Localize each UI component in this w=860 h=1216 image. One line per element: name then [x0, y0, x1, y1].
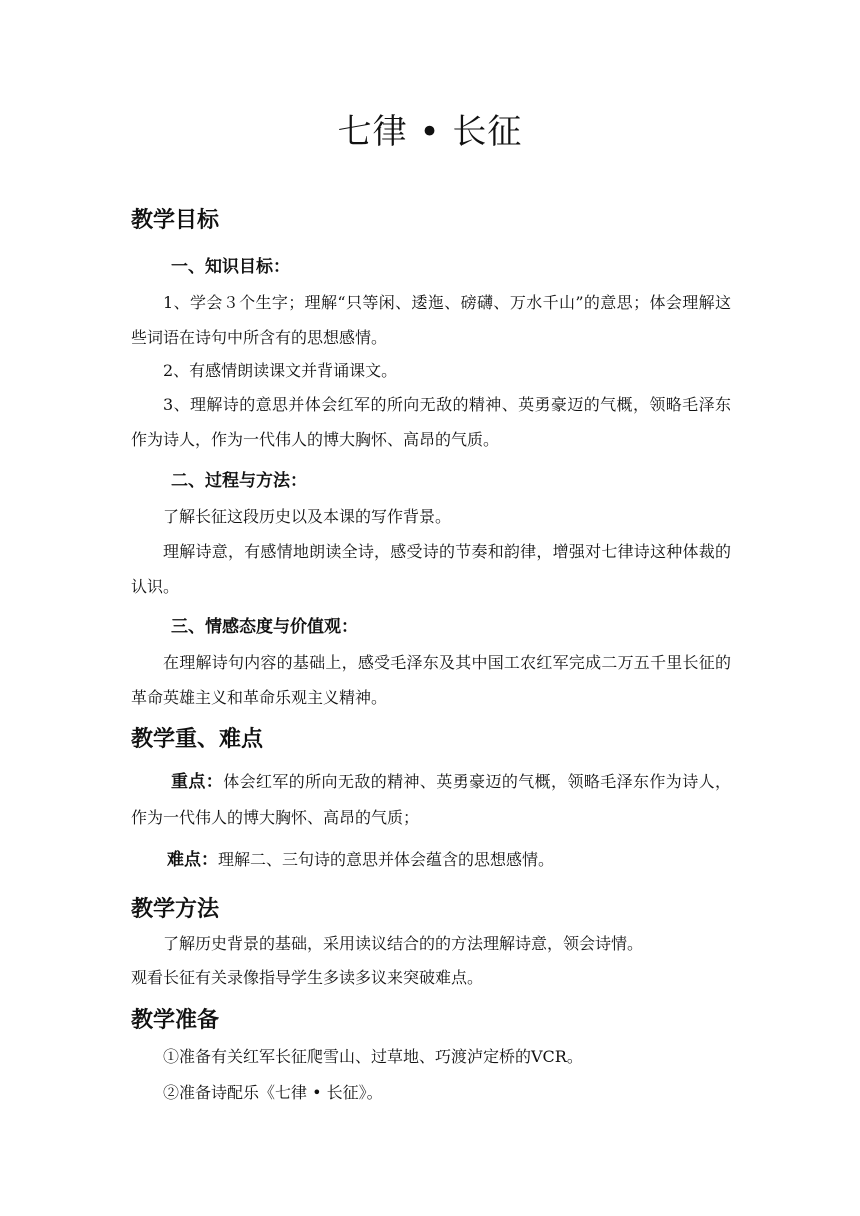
method-item-2: 观看长征有关录像指导学生多读多议来突破难点。	[131, 968, 484, 987]
difficult-point-label: 难点：	[167, 850, 218, 870]
subheading-process: 二、过程与方法：	[171, 471, 307, 491]
prep-item-1: ①准备有关红军长征爬雪山、过草地、巧渡泸定桥的VCR。	[163, 1047, 583, 1066]
key-point-paragraph	[131, 764, 731, 835]
subheading-knowledge: 一、知识目标：	[171, 257, 290, 277]
knowledge-item-3: 3、理解诗的意思并体会红军的所向无敌的精神、英勇豪迈的气概，领略毛泽东作为诗人，作为一代伟人的博大胸怀、高昂的气质。	[131, 395, 731, 449]
difficult-point-paragraph	[131, 842, 731, 878]
section-heading-prep: 教学准备	[131, 1008, 220, 1033]
knowledge-item-2: 2、有感情朗读课文并背诵课文。	[163, 361, 398, 380]
knowledge-item-1: 1、学会３个生字；理解“只等闲、逶迤、磅礴、万水千山”的意思；体会理解这些词语在诗句中所含有的思想感情。	[131, 293, 731, 347]
emotion-item-1: 在理解诗句内容的基础上，感受毛泽东及其中国工农红军完成二万五千里长征的革命英雄主义和革命乐观主义精神。	[131, 653, 731, 707]
process-item-1: 了解长征这段历史以及本课的写作背景。	[163, 507, 452, 526]
process-item-2: 理解诗意，有感情地朗读全诗，感受诗的节奏和韵律，增强对七律诗这种体裁的认识。	[131, 542, 731, 596]
difficult-point-text: 理解二、三句诗的意思并体会蕴含的思想感情。	[218, 850, 555, 869]
section-heading-method: 教学方法	[131, 897, 220, 922]
method-item-1: 了解历史背景的基础，采用读议结合的的方法理解诗意，领会诗情。	[163, 934, 644, 953]
subheading-emotion: 三、情感态度与价值观：	[171, 617, 358, 637]
section-heading-goals: 教学目标	[131, 208, 220, 233]
key-point-text: 体会红军的所向无敌的精神、英勇豪迈的气概，领略毛泽东作为诗人，作为一代伟人的博大胸怀、高昂的气质；	[131, 772, 731, 827]
prep-item-2: ②准备诗配乐《七律 • 长征》。	[163, 1083, 383, 1102]
section-heading-key-points: 教学重、难点	[131, 727, 264, 752]
key-point-label: 重点：	[171, 772, 224, 792]
document-title: 七律 • 长征	[337, 112, 523, 152]
